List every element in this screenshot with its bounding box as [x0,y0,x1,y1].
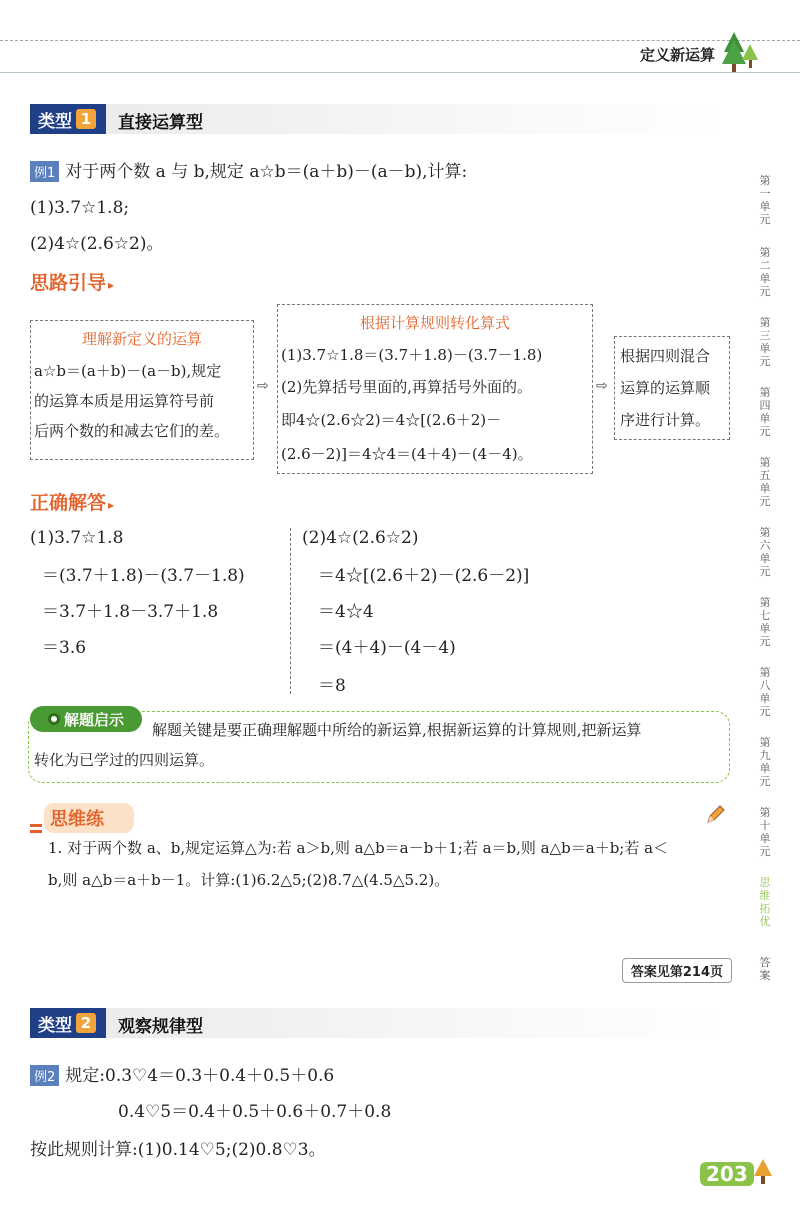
hint-line-2: 转化为已学过的四则运算。 [34,751,215,769]
example-1-line-1 [30,160,467,184]
side-tab-unit-5[interactable]: 第 五 单 元 [759,456,771,508]
answer-left-line-3: ＝3.7＋1.8－3.7＋1.8 [42,602,219,622]
side-tab-answers[interactable]: 答 案 [759,956,771,982]
answer-right-line-1: (2)4☆(2.6☆2) [302,528,419,548]
answer-heading [30,488,114,515]
answer-right-line-5: ＝8 [318,676,346,696]
section-tag-number: 2 [76,1013,96,1033]
example-2-line-1 [30,1064,334,1088]
tree-icon [720,30,760,72]
side-tab-thinking[interactable]: 思 维 拓 优 [759,876,771,928]
practice-mark [30,824,42,827]
guide-box-1-head: 理解新定义的运算 [81,330,202,348]
section-title: 直接运算型 [118,113,203,133]
example-1-line-2: (1)3.7☆1.8; [30,198,130,218]
practice-line-1: 1. 对于两个数 a、b,规定运算△为:若 a＞b,则 a△b＝a－b＋1;若 a＝b,则 a△b＝a＋b;若 a＜ [48,839,669,857]
example-label: 例2 [30,1065,59,1086]
example-text: 规定:0.3♡4＝0.3＋0.4＋0.5＋0.6 [65,1066,335,1086]
side-tab-unit-6[interactable]: 第 六 单 元 [759,526,771,578]
section-title: 观察规律型 [118,1017,203,1037]
guide-heading-text: 思路引导 [30,272,107,294]
side-tab-unit-10[interactable]: 第 十 单 元 [759,806,771,858]
chapter-title: 定义新运算 [639,46,715,64]
section-tag-label: 类型 [38,111,72,132]
pencil-icon [704,802,728,826]
answer-left-line-2: ＝(3.7＋1.8)－(3.7－1.8) [42,566,245,586]
hint-tag [30,706,142,732]
guide-box-2-line-1: (1)3.7☆1.8＝(3.7＋1.8)－(3.7－1.8) [281,346,543,364]
guide-box-2-line-3: 即4☆(2.6☆2)＝4☆[(2.6＋2)－ [281,411,502,429]
side-tab-unit-3[interactable]: 第 三 单 元 [759,316,771,368]
guide-box-1-line-2: 的运算本质是用运算符号前 [34,392,215,410]
arrow-right-icon: ⇨ [596,378,608,394]
guide-box-3-line-2: 运算的运算顺 [620,379,711,397]
guide-box-3-line-1: 根据四则混合 [620,347,711,365]
location-pin-icon [48,713,60,725]
example-text: 对于两个数 a 与 b,规定 a☆b＝(a＋b)－(a－b),计算: [65,162,468,182]
practice-mark [30,830,42,833]
page-number: 203 [700,1162,754,1186]
side-tab-unit-9[interactable]: 第 九 单 元 [759,736,771,788]
example-2-line-3: 按此规则计算:(1)0.14♡5;(2)0.8♡3。 [30,1140,326,1160]
answer-right-line-2: ＝4☆[(2.6＋2)－(2.6－2)] [318,566,530,586]
guide-box-3-line-3: 序进行计算。 [620,411,711,429]
guide-box-2-line-4: (2.6－2)]＝4☆4＝(4＋4)－(4－4)。 [281,445,533,463]
example-2-line-2: 0.4♡5＝0.4＋0.5＋0.6＋0.7＋0.8 [118,1102,392,1122]
guide-box-2-head: 根据计算规则转化算式 [359,314,510,332]
side-tab-unit-8[interactable]: 第 八 单 元 [759,666,771,718]
answer-reference: 答案见第214页 [622,958,732,983]
arrow-right-icon: ⇨ [257,378,269,394]
example-label: 例1 [30,161,59,182]
example-1-line-3: (2)4☆(2.6☆2)。 [30,234,164,254]
hint-line-1: 解题关键是要正确理解题中所给的新运算,根据新运算的计算规则,把新运算 [152,721,642,739]
practice-line-2: b,则 a△b＝a＋b－1。计算:(1)6.2△5;(2)8.7△(4.5△5.2)。 [48,871,450,889]
section-tag [30,104,106,134]
answer-left-line-4: ＝3.6 [42,638,87,658]
section-tag [30,1008,106,1038]
top-dashed-line [0,40,800,41]
triangle-mark-icon: ▸ [108,498,115,512]
side-tab-unit-4[interactable]: 第 四 单 元 [759,386,771,438]
side-tab-unit-2[interactable]: 第 二 单 元 [759,246,771,298]
side-tab-unit-7[interactable]: 第 七 单 元 [759,596,771,648]
header-rule [0,72,800,73]
triangle-mark-icon: ▸ [108,278,115,292]
guide-box-1-line-3: 后两个数的和减去它们的差。 [34,422,230,440]
guide-box-2-line-2: (2)先算括号里面的,再算括号外面的。 [281,378,533,396]
answer-heading-text: 正确解答 [30,492,107,514]
tree-icon [752,1158,774,1186]
answer-left-line-1: (1)3.7☆1.8 [30,528,124,548]
side-tab-unit-1[interactable]: 第 一 单 元 [759,174,771,226]
section-tag-number: 1 [76,109,96,129]
practice-tag: 思维练 [50,809,104,830]
answer-divider [290,528,291,694]
guide-box-1-line-1: a☆b＝(a＋b)－(a－b),规定 [34,362,222,380]
answer-right-line-4: ＝(4＋4)－(4－4) [318,638,456,658]
answer-right-line-3: ＝4☆4 [318,602,374,622]
section-tag-label: 类型 [38,1015,72,1036]
hint-tag-label: 解题启示 [63,710,124,729]
guide-heading [30,268,114,295]
